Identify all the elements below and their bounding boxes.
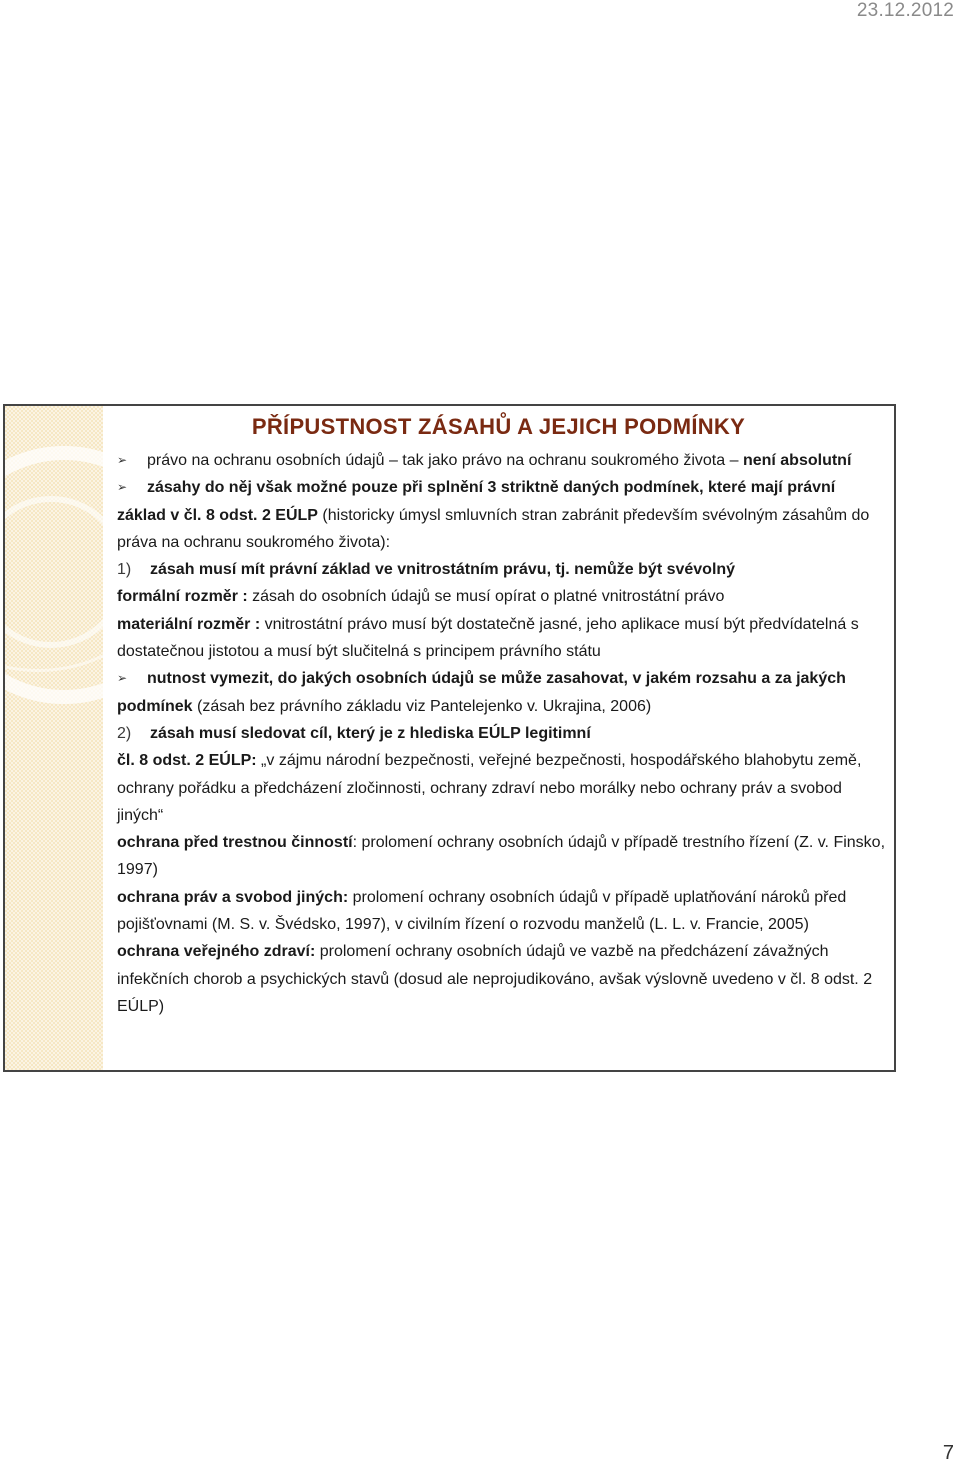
slide xyxy=(3,404,896,1072)
slide-title: PŘÍPUSTNOST ZÁSAHŮ A JEJICH PODMÍNKY xyxy=(251,414,746,439)
condition-1: 1) zásah musí mít právní základ ve vnitrostátním právu, tj. nemůže být svévolný xyxy=(117,556,886,583)
paragraph-not-absolute: ➢ právo na ochranu osobních údajů – tak jako právo na ochranu soukromého života – není absolutní xyxy=(117,447,886,474)
decorative-side-band xyxy=(5,406,103,1070)
paragraph-crime-protection: ochrana před trestnou činností: prolomení ochrany osobních údajů v případě trestního řízení (Z. v. Finsko, 1997) xyxy=(117,834,886,879)
slide-content xyxy=(117,447,886,1020)
arrow-bullet-icon: ➢ xyxy=(117,453,128,467)
paragraph-conditions: ➢ zásahy do něj však možné pouze při splnění 3 striktně daných podmínek, které mají právní základ v čl. 8 odst. 2 EÚLP (historicky úmysl smluvních stran zabránit především svévolným zásahům do práva na ochranu soukromého života): xyxy=(117,474,886,556)
list-number: 1) xyxy=(117,561,132,579)
paragraph-formal-dimension: formální rozměr : zásah do osobních údajů se musí opírat o platné vnitrostátní právo xyxy=(117,588,725,606)
arrow-bullet-icon: ➢ xyxy=(117,480,128,495)
paragraph-rights-protection: ochrana práv a svobod jiných: prolomení ochrany osobních údajů v případě uplatňování nároků před pojišťovnami (M. S. v. Švédsko, 1997), v civilním řízení o rozvodu manželů (L. L. v. Francie, 2005) xyxy=(117,888,847,934)
condition-2: 2) zásah musí sledovat cíl, který je z hlediska EÚLP legitimní xyxy=(117,720,886,747)
paragraph-article-8: čl. 8 odst. 2 EÚLP: „v zájmu národní bezpečnosti, veřejné bezpečnosti, hospodářského blahobytu země, ochrany pořádku a předcházení zločinnosti, ochrany zdraví nebo morálky nebo ochrany práv a svobod jiných“ xyxy=(117,752,862,824)
page-number: 7 xyxy=(942,1442,954,1464)
arrow-bullet-icon: ➢ xyxy=(117,671,128,686)
paragraph-public-health: ochrana veřejného zdraví: prolomení ochrany osobních údajů ve vazbě na předcházení závažných infekčních chorob a psychických stavů (dosud ale neprojudikováno, avšak výslovně uvedeno v čl. 8 odst. 2 EÚLP) xyxy=(117,943,873,1015)
page-date: 23.12.2012 xyxy=(856,0,954,21)
paragraph-necessity: ➢ nutnost vymezit, do jakých osobních údajů se může zasahovat, v jakém rozsahu a za jakých podmínek (zásah bez právního základu viz Pantelejenko v. Ukrajina, 2006) xyxy=(117,665,886,720)
paragraph-material-dimension: materiální rozměr : vnitrostátní právo musí být dostatečně jasné, jeho aplikace musí být předvídatelná s dostatečnou jistotou a musí být slučitelná s principem právního státu xyxy=(117,615,859,661)
list-number: 2) xyxy=(117,724,132,742)
